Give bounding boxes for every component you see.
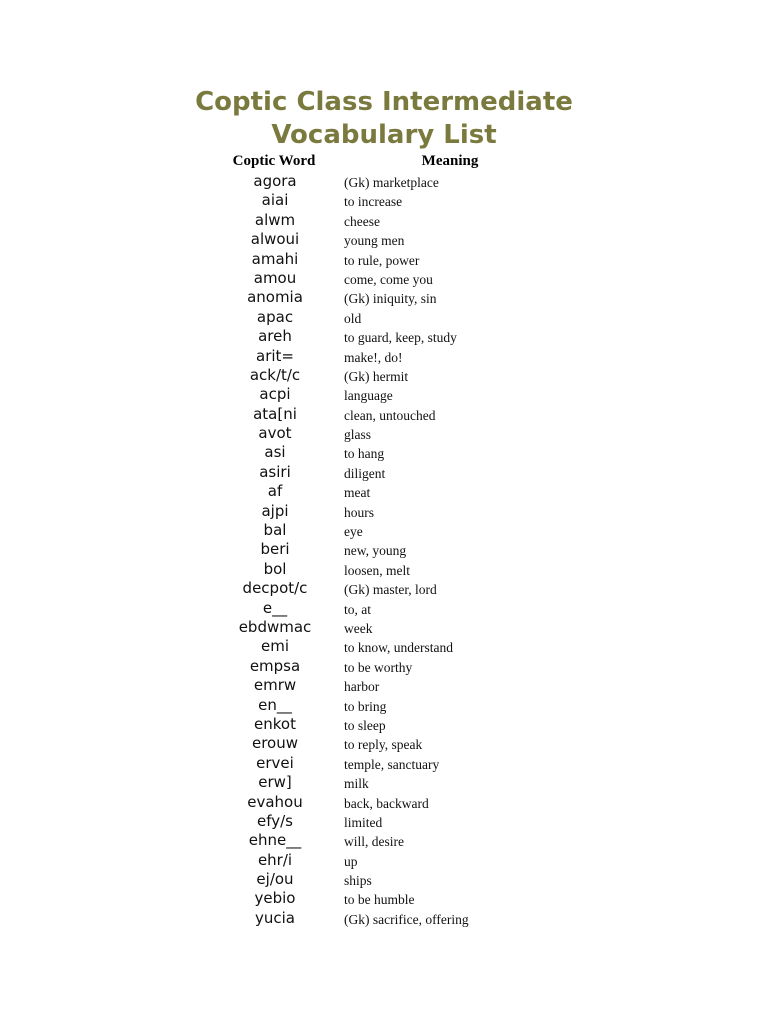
list-item [0, 831, 768, 850]
coptic-word: enkot [254, 714, 296, 733]
word-meaning: to know, understand [344, 640, 453, 656]
coptic-word: apac [256, 307, 294, 326]
word-meaning: glass [344, 427, 371, 443]
word-meaning: to, at [344, 601, 371, 617]
list-item [0, 889, 768, 908]
coptic-word: efy/s [257, 811, 293, 830]
list-item [0, 366, 768, 385]
coptic-word: arit= [256, 346, 294, 365]
coptic-word: beri [260, 540, 290, 559]
coptic-word: aiai [261, 191, 289, 210]
column-headers [0, 153, 768, 173]
list-item [0, 347, 768, 366]
list-item [0, 870, 768, 889]
list-item [0, 250, 768, 269]
list-item [0, 288, 768, 307]
list-item [0, 657, 768, 676]
list-item [0, 676, 768, 695]
word-meaning: diligent [344, 465, 386, 481]
coptic-word: acpi [259, 385, 291, 404]
coptic-word: af [267, 482, 283, 501]
word-meaning: young men [344, 233, 405, 249]
coptic-word: ajpi [261, 501, 289, 520]
word-meaning: week [344, 620, 373, 636]
list-item [0, 909, 768, 928]
coptic-word: en__ [258, 695, 292, 714]
list-item [0, 754, 768, 773]
list-item [0, 851, 768, 870]
word-meaning: (Gk) master, lord [344, 582, 437, 598]
coptic-word: ehne__ [248, 831, 302, 850]
word-meaning: milk [344, 776, 369, 792]
title-line-1: Coptic Class Intermediate [195, 87, 573, 117]
coptic-word: bal [263, 521, 287, 540]
word-meaning: to bring [344, 698, 387, 714]
coptic-word: asi [264, 443, 286, 462]
list-item [0, 385, 768, 404]
list-item [0, 269, 768, 288]
coptic-word: evahou [247, 792, 303, 811]
coptic-word: e__ [262, 598, 288, 617]
coptic-word: erw] [258, 773, 292, 792]
list-item [0, 793, 768, 812]
list-item [0, 424, 768, 443]
coptic-word: asiri [259, 462, 291, 481]
word-meaning: to be worthy [344, 659, 413, 675]
word-meaning: come, come you [344, 271, 433, 287]
word-meaning: temple, sanctuary [344, 756, 440, 772]
coptic-word: alwm [254, 210, 296, 229]
list-item [0, 521, 768, 540]
coptic-word: ata[ni [253, 404, 297, 423]
coptic-word: empsa [249, 656, 301, 675]
list-item [0, 773, 768, 792]
list-item [0, 443, 768, 462]
coptic-word: ack/t/c [249, 365, 301, 384]
list-item [0, 230, 768, 249]
word-meaning: (Gk) iniquity, sin [344, 291, 437, 307]
word-meaning: clean, untouched [344, 407, 436, 423]
list-item [0, 812, 768, 831]
list-item [0, 715, 768, 734]
header-coptic-word: Coptic Word [232, 153, 316, 169]
coptic-word: yebio [254, 889, 296, 908]
list-item [0, 327, 768, 346]
word-meaning: to reply, speak [344, 737, 423, 753]
word-meaning: to rule, power [344, 252, 420, 268]
word-meaning: old [344, 310, 362, 326]
coptic-word: emrw [253, 676, 297, 695]
list-item [0, 502, 768, 521]
coptic-word: bol [263, 559, 287, 578]
coptic-word: erouw [251, 734, 299, 753]
list-item [0, 191, 768, 210]
word-meaning: (Gk) hermit [344, 368, 409, 384]
list-item [0, 463, 768, 482]
coptic-word: alwoui [250, 230, 300, 249]
coptic-word: amou [253, 268, 297, 287]
document-title [0, 86, 768, 152]
word-meaning: new, young [344, 543, 407, 559]
list-item [0, 172, 768, 191]
word-meaning: language [344, 388, 393, 404]
coptic-word: avot [258, 424, 292, 443]
word-meaning: will, desire [344, 834, 404, 850]
word-meaning: to increase [344, 194, 403, 210]
coptic-word: ehr/i [257, 850, 293, 869]
word-meaning: (Gk) sacrifice, offering [344, 911, 469, 927]
coptic-word: emi [260, 637, 289, 656]
list-item [0, 599, 768, 618]
list-item [0, 540, 768, 559]
list-item [0, 637, 768, 656]
title-line-2: Vocabulary List [271, 120, 497, 150]
word-meaning: (Gk) marketplace [344, 175, 439, 190]
list-item [0, 618, 768, 637]
word-meaning: make!, do! [344, 349, 403, 365]
list-item [0, 482, 768, 501]
list-item [0, 734, 768, 753]
coptic-word: agora [253, 172, 297, 190]
coptic-word: anomia [247, 288, 303, 307]
word-meaning: back, backward [344, 795, 429, 811]
vocabulary-list [0, 172, 768, 928]
word-meaning: loosen, melt [344, 562, 410, 578]
word-meaning: to hang [344, 446, 385, 462]
coptic-word: yucia [255, 908, 295, 927]
word-meaning: meat [344, 485, 371, 501]
word-meaning: harbor [344, 679, 380, 695]
word-meaning: limited [344, 814, 383, 830]
coptic-word: amahi [251, 249, 299, 268]
list-item [0, 211, 768, 230]
header-meaning: Meaning [421, 153, 479, 169]
word-meaning: to be humble [344, 892, 415, 908]
list-item [0, 696, 768, 715]
word-meaning: hours [344, 504, 374, 520]
list-item [0, 308, 768, 327]
coptic-word: decpot/c [242, 579, 308, 598]
list-item [0, 405, 768, 424]
list-item [0, 560, 768, 579]
word-meaning: to sleep [344, 717, 386, 733]
word-meaning: eye [344, 524, 363, 540]
coptic-word: ebdwmac [238, 617, 312, 636]
word-meaning: cheese [344, 213, 380, 229]
word-meaning: up [344, 853, 358, 869]
word-meaning: to guard, keep, study [344, 330, 457, 346]
coptic-word: ervei [256, 753, 294, 772]
word-meaning: ships [344, 873, 372, 889]
coptic-word: areh [258, 327, 292, 346]
coptic-word: ej/ou [256, 870, 294, 889]
list-item [0, 579, 768, 598]
